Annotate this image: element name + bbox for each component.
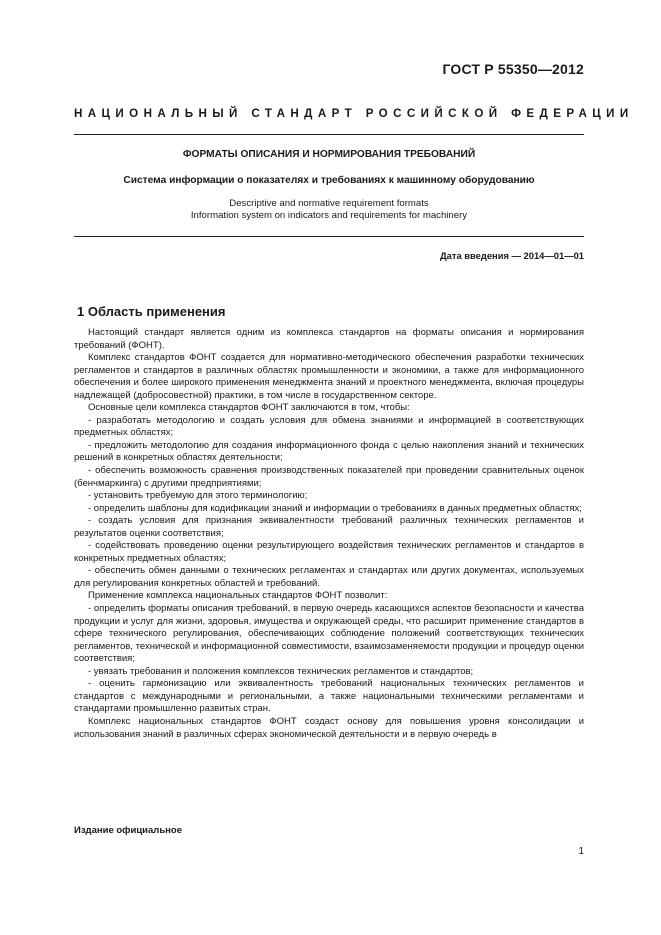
title-divider <box>74 236 584 237</box>
list-item: - создать условия для признания эквивалентности требований различных технических регламентов и результатов оценки соответствия; <box>74 515 584 539</box>
list-item: - установить требуемую для этого терминологию; <box>88 490 308 502</box>
section-body <box>74 327 584 741</box>
paragraph: Комплекс стандартов ФОНТ создается для нормативно-методического обеспечения разработки технических регламентов и стандартов в различных областях промышленности и экономики, а также для информационного обеспечения и более широкого применения менеджмента знаний и проектного менеджмента, включая процедуры надлежащей (добросовестной) практики, в том числе в государственном секторе. <box>74 352 584 401</box>
gost-number: ГОСТ Р 55350—2012 <box>442 61 584 77</box>
list-item: - содействовать проведению оценки результирующего воздействия технических регламентов и стандартов в конкретных предметных областях; <box>74 540 584 564</box>
list-item: - определить шаблоны для кодификации знаний и информации о требованиях в данных предметных областях; <box>88 502 582 514</box>
introduction-date: Дата введения — 2014—01—01 <box>439 250 584 261</box>
title-sub-ru: Система информации о показателях и требованиях к машинному оборудованию <box>123 175 535 186</box>
list-item: - определить форматы описания требований, в первую очередь касающихся аспектов безопасности и качества продукции и услуг для жизни, здоровья, имущества и окружающей среды, что расширит применение стандартов в сфере технического регулирования, обеспечивающих соблюдение положений соответствующих технических регламентов, технической и информационной совместимости, взаимозаменяемости продукции и процедур оценки соответствия; <box>74 603 584 665</box>
title-en-block <box>74 198 584 222</box>
official-edition-label: Издание официальное <box>74 825 182 836</box>
paragraph: Применение комплекса национальных стандартов ФОНТ позволит: <box>88 590 388 602</box>
paragraph: Комплекс национальных стандартов ФОНТ создаст основу для повышения уровня консолидации и использования знаний в различных сферах экономической деятельности и в первую очередь в <box>74 715 584 740</box>
paragraph: Настоящий стандарт является одним из комплекса стандартов на форматы описания и нормирования требований (ФОНТ). <box>74 327 584 351</box>
paragraph: Основные цели комплекса стандартов ФОНТ заключаются в том, чтобы: <box>88 402 410 414</box>
top-divider <box>74 134 584 135</box>
national-standard-banner: НАЦИОНАЛЬНЫЙ СТАНДАРТ РОССИЙСКОЙ ФЕДЕРАЦИИ <box>74 107 634 120</box>
page-number: 1 <box>578 846 584 857</box>
title-main-ru: ФОРМАТЫ ОПИСАНИЯ И НОРМИРОВАНИЯ ТРЕБОВАНИЙ <box>182 149 476 160</box>
list-item: - предложить методологию для создания информационного фонда с целью накопления знаний и технических решений в конкретных областях деятельности; <box>74 439 584 464</box>
list-item: - оценить гармонизацию или эквивалентность требований национальных технических регламентов и стандартов с международными и региональными, а также национальными техническими регламентами и стандартами промышленно развитых стран. <box>74 678 584 715</box>
list-item: - увязать требования и положения комплексов технических регламентов и стандартов; <box>88 665 474 677</box>
list-item: - обеспечить возможность сравнения производственных показателей при проведении сравнительных оценок (бенчмаркинга) с другими предприятиями; <box>74 465 584 489</box>
list-item: - разработать методологию и создать условия для обмена знаниями и информацией в соответствующих предметных областях; <box>74 414 584 439</box>
title-main-en: Descriptive and normative requirement formats <box>229 198 429 209</box>
title-sub-en: Information system on indicators and requirements for machinery <box>190 210 468 221</box>
section-heading: 1 Область применения <box>77 304 226 319</box>
list-item: - обеспечить обмен данными о технических регламентах и стандартах или других документах, используемых для регулирования конкретных областей и требований. <box>74 565 584 589</box>
